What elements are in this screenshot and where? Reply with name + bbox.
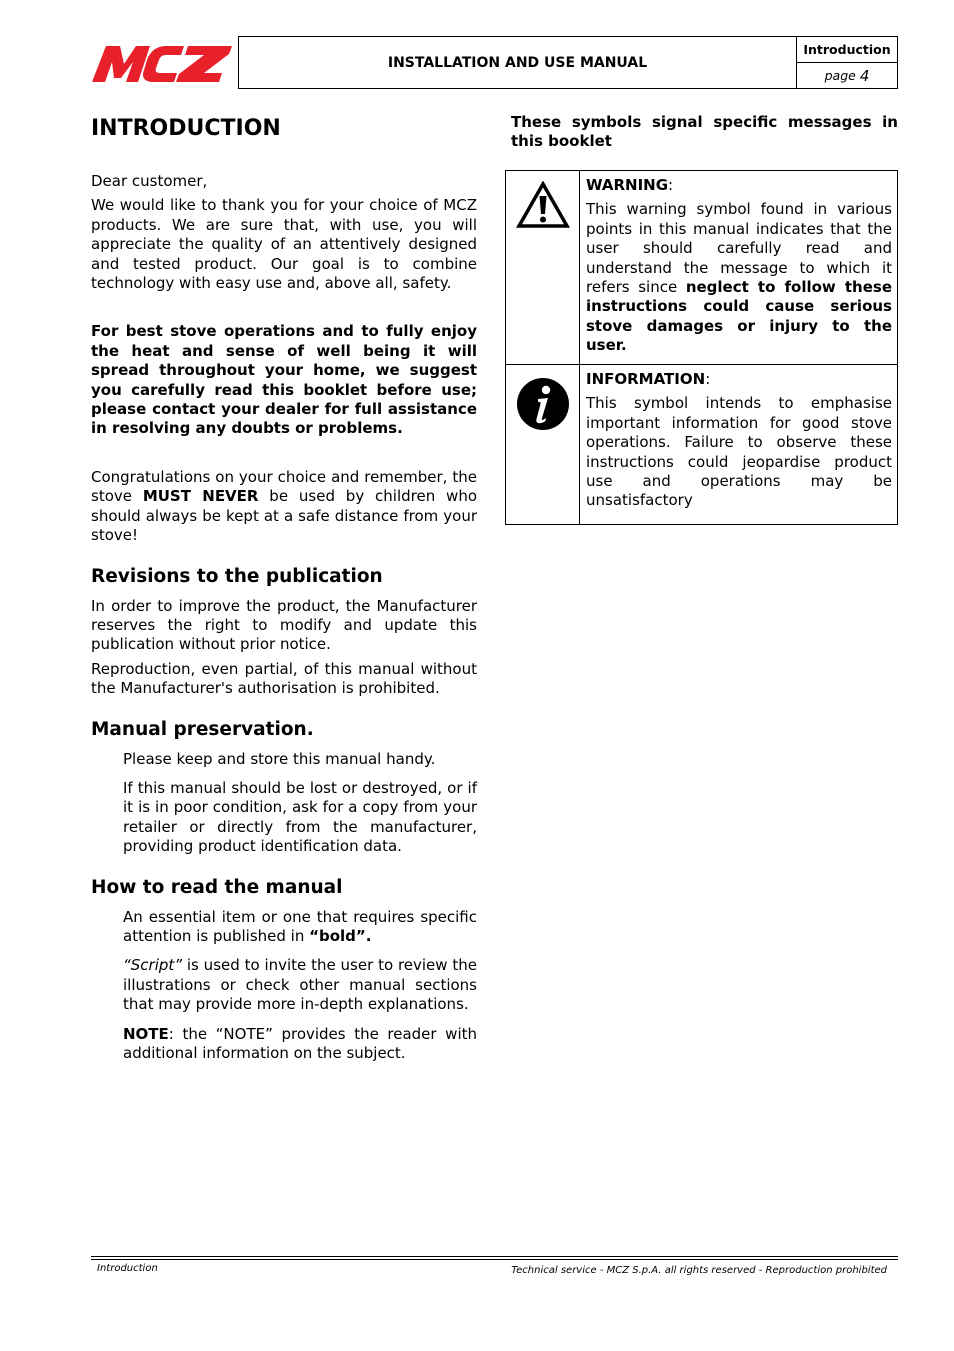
page-label: page: [824, 68, 856, 83]
greeting: Dear customer,: [91, 172, 208, 190]
manual-title: INSTALLATION AND USE MANUAL: [387, 54, 648, 71]
right-column: [511, 113, 898, 156]
script-example: “Script”: [123, 956, 183, 975]
preservation-heading: Manual preservation.: [91, 718, 314, 740]
intro-paragraph-2: For best stove operations and to fully enjoy the heat and sense of well being it will spread throughout your home, we suggest you carefully read this booklet before use; please contact your dealer for full assistance in resolving any doubts or problems.: [91, 322, 477, 438]
revisions-paragraph-2: Reproduction, even partial, of this manual without the Manufacturer's authorisation is prohibited.: [91, 659, 477, 698]
warning-text: [580, 171, 897, 364]
howto-p1-before: An essential item or one that requires specific attention is published in: [123, 907, 477, 945]
p3-before: Congratulations on your choice and remember, the stove: [91, 467, 477, 506]
warning-body-bold: neglect to follow these instructions could cause serious stove damages or injury to the user.: [586, 278, 892, 355]
footer-rule: [91, 1256, 898, 1257]
warning-colon: :: [668, 176, 674, 194]
information-colon: :: [705, 370, 711, 388]
header-box: [238, 36, 898, 89]
information-text: [580, 365, 897, 524]
symbols-table: [505, 170, 898, 525]
howto-p2-after: is used to invite the user to review the illustrations or check other manual sections that may provide more in-depth explanations.: [123, 956, 477, 1014]
footer-section: Introduction: [97, 1263, 158, 1274]
footer-rule-secondary: [91, 1259, 898, 1260]
p3-after: be used by children who should always be kept at a safe distance from your stove!: [91, 487, 477, 545]
information-row: [506, 365, 897, 524]
revisions-paragraph-1: In order to improve the product, the Manufacturer reserves the right to modify and update this publication without prior notice.: [91, 596, 477, 654]
information-title-text: INFORMATION: [586, 370, 706, 388]
page-indicator: [797, 63, 897, 88]
bold-example: “bold”.: [309, 926, 372, 945]
howto-body: [91, 908, 477, 1064]
warning-title: [586, 176, 892, 195]
howto-paragraph-3: [123, 1025, 477, 1064]
warning-triangle-icon: [506, 171, 580, 364]
howto-p3-after: : the “NOTE” provides the reader with additional information on the subject.: [123, 1024, 477, 1062]
mcz-logo: [92, 40, 234, 86]
howto-paragraph-2: [123, 956, 477, 1014]
howto-heading: How to read the manual: [91, 876, 343, 898]
introduction-heading: INTRODUCTION: [91, 116, 281, 141]
preservation-paragraph-2: If this manual should be lost or destroyed, or if it is in poor condition, ask for a copy from your retailer or directly from the manufacturer, providing product identification data.: [123, 778, 477, 856]
information-body: This symbol intends to emphasise important information for good stove operations. Failure to observe these instructions could jeopardise product use and operations may be unsatisfactory: [586, 394, 892, 510]
warning-row: [506, 171, 897, 365]
svg-text:MCZ: MCZ: [92, 40, 95, 41]
warning-body-before: This warning symbol found in various points in this manual indicates that the user should carefully read and understand the message to which it refers since: [586, 200, 892, 297]
footer-copyright: Technical service - MCZ S.p.A. all rights reserved - Reproduction prohibited: [511, 1265, 887, 1276]
revisions-heading: Revisions to the publication: [91, 565, 383, 587]
intro-paragraph-1: We would like to thank you for your choice of MCZ products. We are sure that, with use, you will appreciate the quality of an attentively designed and tested product. Our goal is to combine technology with easy use and, above all, safety.: [91, 196, 477, 293]
info-icon: [506, 365, 580, 524]
howto-paragraph-1: [123, 908, 477, 947]
preservation-body: [91, 750, 477, 857]
information-title: [586, 370, 892, 389]
symbols-intro: These symbols signal specific messages in this booklet: [511, 113, 898, 150]
page-number: 4: [859, 66, 870, 85]
intro-paragraph-3: [91, 468, 477, 546]
section-name: Introduction: [797, 37, 897, 63]
must-never-text: MUST NEVER: [142, 487, 259, 506]
header-meta: [796, 37, 897, 88]
note-label: NOTE: [123, 1024, 169, 1043]
warning-title-text: WARNING: [586, 176, 669, 194]
warning-body: [586, 200, 892, 355]
preservation-paragraph-1: Please keep and store this manual handy.: [123, 749, 436, 768]
left-column: [91, 116, 477, 1073]
